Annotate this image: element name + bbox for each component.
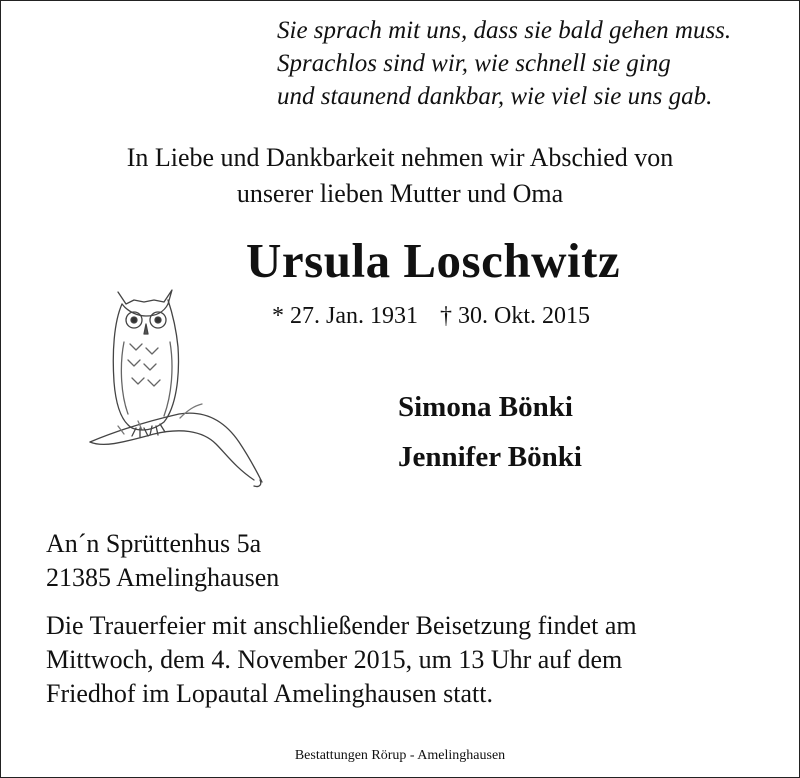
funeral-line: Mittwoch, dem 4. November 2015, um 13 Uhr auf dem — [46, 645, 623, 674]
poem-line: Sprachlos sind wir, wie schnell sie ging — [277, 50, 671, 77]
mourner-name: Jennifer Bönki — [398, 441, 582, 473]
undertaker-credit: Bestattungen Rörup - Amelinghausen — [294, 748, 506, 763]
poem — [277, 14, 731, 113]
address-street: An´n Sprüttenhus 5a — [46, 529, 262, 558]
funeral-line: Friedhof im Lopautal Amelinghausen statt. — [46, 679, 493, 708]
intro-line: In Liebe und Dankbarkeit nehmen wir Abschied von — [126, 143, 674, 172]
life-dates — [272, 303, 590, 330]
death-date: † 30. Okt. 2015 — [440, 303, 590, 329]
intro-text — [0, 140, 800, 212]
birth-date: * 27. Jan. 1931 — [272, 303, 418, 329]
address-city: 21385 Amelinghausen — [46, 563, 280, 592]
funeral-announcement — [46, 609, 637, 711]
owl-illustration-icon — [84, 282, 268, 496]
intro-line: unserer lieben Mutter und Oma — [236, 179, 564, 208]
poem-line: und staunend dankbar, wie viel sie uns gab. — [277, 83, 713, 110]
mourner-name: Simona Bönki — [398, 391, 573, 423]
deceased-name: Ursula Loschwitz — [246, 233, 621, 288]
address-block — [46, 527, 279, 595]
poem-line: Sie sprach mit uns, dass sie bald gehen muss. — [277, 17, 732, 44]
funeral-line: Die Trauerfeier mit anschließender Beisetzung findet am — [46, 611, 637, 640]
